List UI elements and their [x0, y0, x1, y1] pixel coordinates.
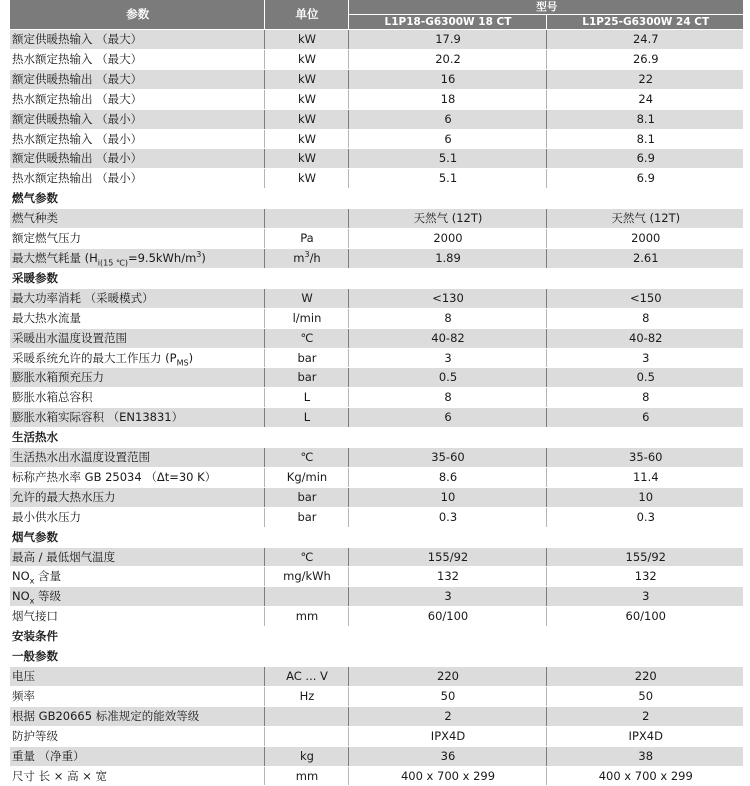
value-model-2: 400 x 700 x 299 — [546, 766, 743, 786]
unit-cell: bar — [264, 487, 348, 507]
unit-cell: bar — [264, 368, 348, 388]
param-cell: 膨胀水箱预充压力 — [10, 368, 264, 388]
spec-row — [10, 467, 743, 487]
spec-row — [10, 69, 743, 89]
param-cell: 额定供暖热输入 （最小） — [10, 109, 264, 129]
section-header — [10, 527, 743, 547]
value-model-1: <130 — [348, 288, 546, 308]
unit-cell: l/min — [264, 308, 348, 328]
value-model-2: 60/100 — [546, 607, 743, 627]
value-model-1: 155/92 — [348, 547, 546, 567]
value-model-1: 3 — [348, 587, 546, 607]
value-model-1: 5.1 — [348, 169, 546, 189]
value-model-1: 0.5 — [348, 368, 546, 388]
unit-cell: bar — [264, 348, 348, 368]
value-model-1: 40-82 — [348, 328, 546, 348]
unit-cell: Hz — [264, 686, 348, 706]
unit-cell: kW — [264, 89, 348, 109]
param-cell: 额定供暖热输出 （最小） — [10, 149, 264, 169]
value-model-2: 6 — [546, 408, 743, 428]
spec-row — [10, 766, 743, 786]
value-model-2: 0.3 — [546, 507, 743, 527]
value-model-1: 5.1 — [348, 149, 546, 169]
unit-cell: kW — [264, 129, 348, 149]
unit-cell: Pa — [264, 229, 348, 249]
spec-row — [10, 726, 743, 746]
value-model-1: 220 — [348, 667, 546, 687]
param-cell: 允许的最大热水压力 — [10, 487, 264, 507]
value-model-2: 8 — [546, 388, 743, 408]
section-header — [10, 627, 743, 647]
section-label: 安装条件 — [10, 627, 743, 647]
unit-cell: W — [264, 288, 348, 308]
section-label: 采暖参数 — [10, 268, 743, 288]
unit-cell: L — [264, 388, 348, 408]
value-model-1: 1.89 — [348, 248, 546, 268]
param-cell: 额定供暖热输出 （最大） — [10, 69, 264, 89]
spec-row — [10, 248, 743, 268]
unit-cell: AC ... V — [264, 667, 348, 687]
param-cell: 最大功率消耗 （采暖模式） — [10, 288, 264, 308]
param-cell: 膨胀水箱实际容积 （EN13831） — [10, 408, 264, 428]
value-model-1: 8 — [348, 388, 546, 408]
param-cell: 标称产热水率 GB 25034 （Δt=30 K） — [10, 467, 264, 487]
spec-row — [10, 547, 743, 567]
section-header — [10, 189, 743, 209]
spec-row — [10, 408, 743, 428]
spec-row — [10, 388, 743, 408]
spec-row — [10, 667, 743, 687]
param-cell: 热水额定热输出 （最大） — [10, 89, 264, 109]
value-model-2: 40-82 — [546, 328, 743, 348]
value-model-2: 6.9 — [546, 149, 743, 169]
spec-row — [10, 686, 743, 706]
spec-row — [10, 448, 743, 468]
spec-row — [10, 607, 743, 627]
spec-row — [10, 288, 743, 308]
spec-row — [10, 30, 743, 50]
unit-cell: bar — [264, 507, 348, 527]
unit-cell: ℃ — [264, 328, 348, 348]
unit-cell — [264, 209, 348, 229]
unit-cell: kW — [264, 109, 348, 129]
spec-row — [10, 706, 743, 726]
param-cell: 最高 / 最低烟气温度 — [10, 547, 264, 567]
header-model: 型号 — [348, 0, 743, 15]
value-model-1: 400 x 700 x 299 — [348, 766, 546, 786]
value-model-1: 60/100 — [348, 607, 546, 627]
unit-cell: mm — [264, 607, 348, 627]
unit-cell: kW — [264, 49, 348, 69]
spec-row — [10, 109, 743, 129]
param-cell: 最大燃气耗量 $(H_{i(15 ℃)}=9.5kWh/m^3)$ — [10, 248, 264, 268]
value-model-2: 8.1 — [546, 129, 743, 149]
header-param: 参数 — [10, 0, 264, 30]
value-model-2: 22 — [546, 69, 743, 89]
value-model-2: 132 — [546, 567, 743, 587]
spec-row — [10, 328, 743, 348]
spec-row — [10, 348, 743, 368]
value-model-1: 天然气 (12T) — [348, 209, 546, 229]
unit-cell: ℃ — [264, 547, 348, 567]
param-cell: 重量 （净重） — [10, 746, 264, 766]
spec-table — [10, 0, 743, 786]
value-model-2: 50 — [546, 686, 743, 706]
value-model-1: 2000 — [348, 229, 546, 249]
value-model-2: 24 — [546, 89, 743, 109]
value-model-2: 155/92 — [546, 547, 743, 567]
param-cell: 额定供暖热输入 （最大） — [10, 30, 264, 50]
header-model-2: L1P25-G6300W 24 CT — [546, 15, 743, 30]
value-model-2: 2 — [546, 706, 743, 726]
value-model-2: 2000 — [546, 229, 743, 249]
unit-cell: $m^3/h$ — [264, 248, 348, 268]
value-model-2: 26.9 — [546, 49, 743, 69]
value-model-1: 36 — [348, 746, 546, 766]
param-cell: 根据 GB20665 标准规定的能效等级 — [10, 706, 264, 726]
param-cell: $NO_x$ 等级 — [10, 587, 264, 607]
value-model-2: 11.4 — [546, 467, 743, 487]
unit-cell: kW — [264, 169, 348, 189]
header-unit: 单位 — [264, 0, 348, 30]
spec-row — [10, 229, 743, 249]
value-model-1: IPX4D — [348, 726, 546, 746]
value-model-2: 38 — [546, 746, 743, 766]
value-model-1: 6 — [348, 408, 546, 428]
value-model-1: 0.3 — [348, 507, 546, 527]
value-model-2: 35-60 — [546, 448, 743, 468]
value-model-2: 24.7 — [546, 30, 743, 50]
spec-row — [10, 746, 743, 766]
param-cell: 防护等级 — [10, 726, 264, 746]
spec-row — [10, 49, 743, 69]
param-cell: 最大热水流量 — [10, 308, 264, 328]
value-model-1: 8 — [348, 308, 546, 328]
param-cell: 电压 — [10, 667, 264, 687]
value-model-2: 天然气 (12T) — [546, 209, 743, 229]
spec-row — [10, 567, 743, 587]
unit-cell: kW — [264, 30, 348, 50]
param-cell: 烟气接口 — [10, 607, 264, 627]
value-model-1: 6 — [348, 129, 546, 149]
unit-cell: kW — [264, 149, 348, 169]
param-cell: 最小供水压力 — [10, 507, 264, 527]
value-model-1: 50 — [348, 686, 546, 706]
unit-cell: kW — [264, 69, 348, 89]
unit-cell: Kg/min — [264, 467, 348, 487]
param-cell: 尺寸 长 × 高 × 宽 — [10, 766, 264, 786]
unit-cell — [264, 706, 348, 726]
spec-row — [10, 487, 743, 507]
spec-row — [10, 368, 743, 388]
param-cell: 生活热水出水温度设置范围 — [10, 448, 264, 468]
value-model-2: 8 — [546, 308, 743, 328]
unit-cell: ℃ — [264, 448, 348, 468]
unit-cell: kg — [264, 746, 348, 766]
unit-cell — [264, 587, 348, 607]
section-header — [10, 268, 743, 288]
spec-row — [10, 507, 743, 527]
section-label: 一般参数 — [10, 647, 743, 667]
value-model-1: 8.6 — [348, 467, 546, 487]
spec-row — [10, 587, 743, 607]
spec-row — [10, 308, 743, 328]
value-model-2: 2.61 — [546, 248, 743, 268]
section-label: 燃气参数 — [10, 189, 743, 209]
value-model-1: 20.2 — [348, 49, 546, 69]
section-header — [10, 647, 743, 667]
spec-row — [10, 89, 743, 109]
value-model-1: 16 — [348, 69, 546, 89]
value-model-2: 10 — [546, 487, 743, 507]
section-label: 烟气参数 — [10, 527, 743, 547]
value-model-2: 220 — [546, 667, 743, 687]
spec-row — [10, 149, 743, 169]
spec-table-body — [10, 30, 743, 786]
section-header — [10, 428, 743, 448]
value-model-1: 6 — [348, 109, 546, 129]
spec-row — [10, 169, 743, 189]
param-cell: 采暖系统允许的最大工作压力 $(P_{MS})$ — [10, 348, 264, 368]
header-model-1: L1P18-G6300W 18 CT — [348, 15, 546, 30]
param-cell: 采暖出水温度设置范围 — [10, 328, 264, 348]
value-model-1: 18 — [348, 89, 546, 109]
param-cell: 热水额定热输出 （最小） — [10, 169, 264, 189]
value-model-2: 6.9 — [546, 169, 743, 189]
value-model-2: 0.5 — [546, 368, 743, 388]
param-cell: 频率 — [10, 686, 264, 706]
value-model-1: 35-60 — [348, 448, 546, 468]
value-model-2: IPX4D — [546, 726, 743, 746]
param-cell: 燃气种类 — [10, 209, 264, 229]
param-cell: 额定燃气压力 — [10, 229, 264, 249]
value-model-1: 10 — [348, 487, 546, 507]
unit-cell: mg/kWh — [264, 567, 348, 587]
section-label: 生活热水 — [10, 428, 743, 448]
value-model-2: <150 — [546, 288, 743, 308]
unit-cell: L — [264, 408, 348, 428]
value-model-1: 132 — [348, 567, 546, 587]
value-model-1: 17.9 — [348, 30, 546, 50]
value-model-2: 3 — [546, 348, 743, 368]
unit-cell: mm — [264, 766, 348, 786]
param-cell: 膨胀水箱总容积 — [10, 388, 264, 408]
value-model-1: 2 — [348, 706, 546, 726]
unit-cell — [264, 726, 348, 746]
spec-row — [10, 209, 743, 229]
value-model-2: 3 — [546, 587, 743, 607]
spec-row — [10, 129, 743, 149]
value-model-2: 8.1 — [546, 109, 743, 129]
param-cell: $NO_x$ 含量 — [10, 567, 264, 587]
param-cell: 热水额定热输入 （最大） — [10, 49, 264, 69]
param-cell: 热水额定热输入 （最小） — [10, 129, 264, 149]
value-model-1: 3 — [348, 348, 546, 368]
